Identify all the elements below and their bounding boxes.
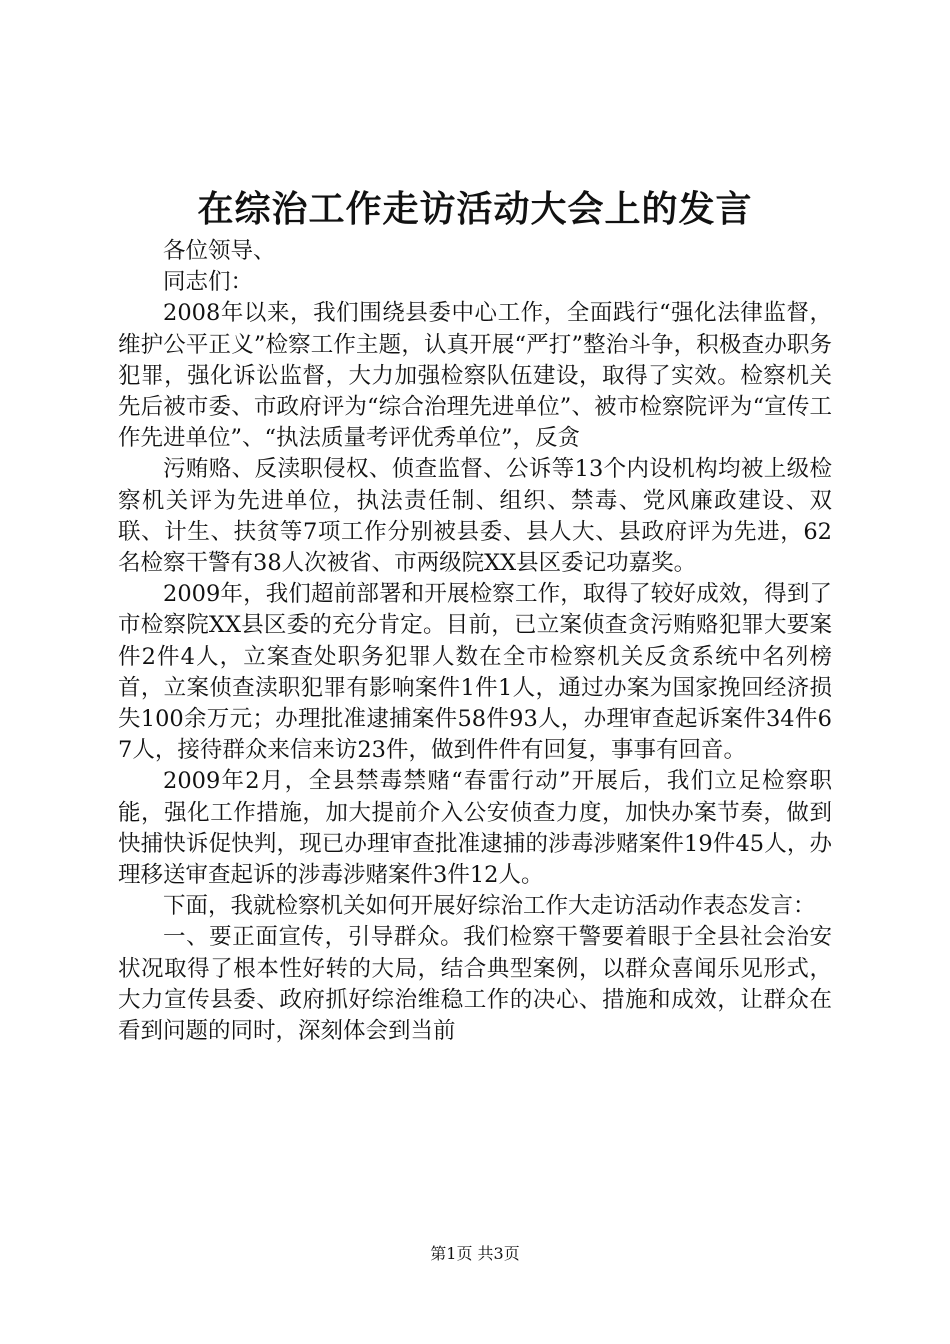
body-paragraph: 2009年2月，全县禁毒禁赌“春雷行动”开展后，我们立足检察职能，强化工作措施，加大提前介入公安侦查力度，加快办案节奏，做到快捕快诉促快判，现已办理审查批准逮捕的涉毒涉赌案件19件45人，办理移送审查起诉的涉毒涉赌案件3件12人。 — [118, 768, 832, 889]
body-paragraph: 一、要正面宣传，引导群众。我们检察干警要着眼于全县社会治安状况取得了根本性好转的大局，结合典型案例，以群众喜闻乐见形式，大力宣传县委、政府抓好综治维稳工作的决心、措施和成效，让群众在看到问题的同时，深刻体会到当前 — [118, 924, 832, 1045]
page-number-footer: 第1页 共3页 — [430, 1244, 520, 1263]
body-paragraph: 污贿赂、反渎职侵权、侦查监督、公诉等13个内设机构均被上级检察机关评为先进单位，执法责任制、组织、禁毒、党风廉政建设、双联、计生、扶贫等7项工作分别被县委、县人大、县政府评为先进，62名检察干警有38人次被省、市两级院XX县区委记功嘉奖。 — [118, 456, 832, 577]
salutation-line-1: 各位领导、 — [163, 238, 276, 264]
body-paragraph: 下面，我就检察机关如何开展好综治工作大走访活动作表态发言： — [163, 893, 816, 920]
body-paragraph: 2009年，我们超前部署和开展检察工作，取得了较好成效，得到了市检察院XX县区委的充分肯定。目前，已立案侦查贪污贿赂犯罪大要案件2件4人，立案查处职务犯罪人数在全市检察机关反贪系统中名列榜首，立案侦查渎职犯罪有影响案件1件1人，通过办案为国家挽回经济损失100余万元；办理批准逮捕案件58件93人，办理审查起诉案件34件67人，接待群众来信来访23件，做到件件有回复，事事有回音。 — [118, 581, 832, 764]
body-paragraph: 2008年以来，我们围绕县委中心工作，全面践行“强化法律监督，维护公平正义”检察工作主题，认真开展“严打”整治斗争，积极查办职务犯罪，强化诉讼监督，大力加强检察队伍建设，取得了实效。检察机关先后被市委、市政府评为“综合治理先进单位”、被市检察院评为“宣传工作先进单位”、“执法质量考评优秀单位”，反贪 — [118, 300, 832, 452]
document-body — [118, 236, 832, 1047]
salutation-line-2: 同志们： — [163, 269, 254, 296]
document-title: 在综治工作走访活动大会上的发言 — [197, 188, 753, 230]
